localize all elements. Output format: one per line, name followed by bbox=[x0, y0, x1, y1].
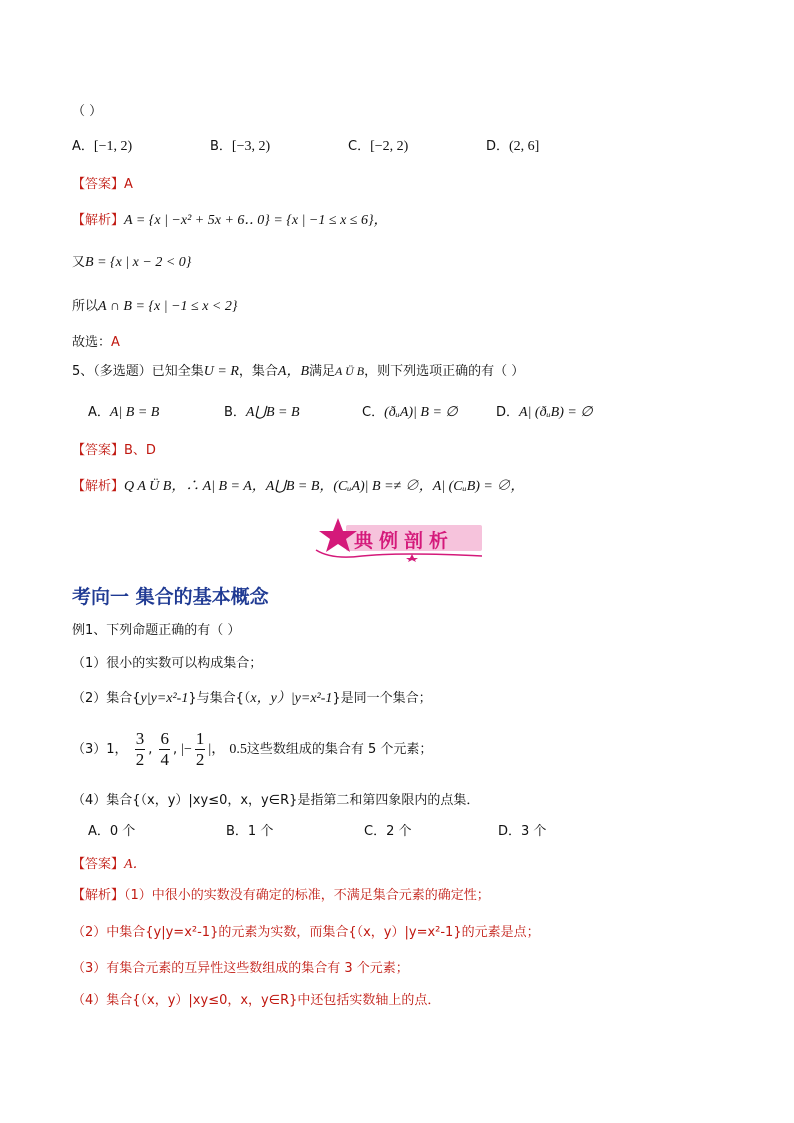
q4-analysis-line3 bbox=[72, 298, 237, 316]
analysis-math: Q A Ü B，∴ A| B = A，A⋃B = B，(CᵤA)| B =≠ ∅，A| (CᵤB) = ∅， bbox=[124, 479, 525, 494]
option-letter: C． bbox=[364, 824, 387, 839]
option-value: (2, 6] bbox=[509, 139, 540, 154]
analysis-label: 【解析】 bbox=[72, 213, 125, 228]
stem-math: U = R bbox=[203, 364, 239, 379]
denominator: 2 bbox=[135, 750, 145, 769]
q5-option-d bbox=[496, 404, 593, 422]
item-text: （3）1， bbox=[72, 742, 128, 757]
fraction bbox=[135, 729, 146, 770]
ex1-option-b bbox=[226, 823, 273, 841]
ex1-analysis2: （2）中集合{y|y=x²-1}的元素为实数，而集合{（x，y）|y=x²-1}的元素是点； bbox=[72, 925, 540, 940]
analysis-math: A = {x | −x² + 5x + 6‥ 0} = {x | −1 ≤ x ≤ 6}， bbox=[124, 213, 388, 228]
option-letter: D． bbox=[486, 139, 510, 154]
analysis-prefix: 所以 bbox=[72, 299, 99, 314]
q5-stem bbox=[72, 362, 524, 381]
denominator: 2 bbox=[195, 750, 205, 769]
section-title: 考向一 集合的基本概念 bbox=[72, 586, 269, 608]
option-value: A⋃B = B bbox=[245, 405, 300, 420]
option-value: 3 个 bbox=[521, 824, 547, 839]
analysis-label: 【解析】 bbox=[72, 479, 125, 494]
q5-option-a bbox=[88, 404, 159, 422]
ex1-analysis1 bbox=[72, 887, 490, 905]
q4-analysis-line1 bbox=[72, 212, 388, 230]
abs-open: |− bbox=[181, 742, 192, 757]
choose-value: A bbox=[111, 335, 120, 350]
item-text: }是同一个集合； bbox=[332, 691, 432, 706]
option-value: [−3, 2) bbox=[231, 139, 271, 154]
item-math: 0.5 bbox=[229, 742, 247, 757]
fraction bbox=[195, 729, 206, 770]
option-letter: D． bbox=[496, 405, 520, 420]
option-letter: A． bbox=[72, 139, 94, 154]
q5-analysis bbox=[72, 478, 524, 496]
analysis-text: （1）中很小的实数没有确定的标准，不满足集合元素的确定性； bbox=[124, 888, 490, 903]
denominator: 4 bbox=[160, 750, 169, 769]
q4-answer bbox=[72, 176, 133, 194]
ex1-item4: （4）集合{（x，y）|xy≤0，x，y∈R}是指第二和第四象限内的点集． bbox=[72, 793, 480, 808]
ex1-option-c bbox=[364, 823, 411, 841]
ex1-analysis3: （3）有集合元素的互异性这些数组成的集合有 3 个元素； bbox=[72, 961, 409, 976]
option-value: [−1, 2) bbox=[93, 139, 133, 154]
ex1-item2 bbox=[72, 690, 432, 708]
q5-option-c bbox=[362, 404, 458, 422]
option-value: A| (ðᵤB) = ∅ bbox=[519, 405, 593, 420]
answer-value: A． bbox=[124, 857, 147, 872]
option-letter: C． bbox=[362, 405, 385, 420]
answer-label: 【答案】 bbox=[72, 857, 125, 872]
ex1-item1: （1）很小的实数可以构成集合； bbox=[72, 656, 263, 671]
q4-paren: （ ） bbox=[72, 104, 103, 119]
banner-title: 典例剖析 bbox=[354, 530, 455, 552]
q4-option-c bbox=[348, 138, 408, 156]
option-letter: B． bbox=[210, 139, 232, 154]
numerator: 1 bbox=[195, 729, 205, 748]
ex1-analysis4: （4）集合{（x，y）|xy≤0，x，y∈R}中还包括实数轴上的点． bbox=[72, 993, 441, 1008]
analysis-math: B = {x | x − 2 < 0} bbox=[85, 255, 192, 270]
ex1-option-d bbox=[498, 823, 546, 841]
ex1-stem: 例1、下列命题正确的有（ ） bbox=[72, 623, 241, 638]
abs-close: |， bbox=[208, 742, 226, 757]
stem-text: ，集合 bbox=[238, 364, 278, 379]
stem-math: A，B bbox=[277, 364, 310, 379]
q5-answer bbox=[72, 442, 156, 460]
q4-option-b bbox=[210, 138, 270, 156]
choose-label: 故选： bbox=[72, 335, 112, 350]
answer-value: B、D bbox=[124, 443, 156, 458]
analysis-prefix: 又 bbox=[72, 255, 86, 270]
analysis-label: 【解析】 bbox=[72, 888, 125, 903]
analysis-math: A ∩ B = {x | −1 ≤ x < 2} bbox=[98, 299, 238, 314]
option-letter: D． bbox=[498, 824, 522, 839]
stem-text: ，则下列选项正确的有（ ） bbox=[364, 364, 525, 379]
ex1-option-a bbox=[88, 823, 135, 841]
stem-math: A Ü B bbox=[335, 364, 365, 378]
stem-text: 5、（多选题）已知全集 bbox=[72, 364, 204, 379]
numerator: 3 bbox=[135, 729, 145, 748]
q4-choose bbox=[72, 334, 120, 352]
numerator: 6 bbox=[160, 729, 169, 748]
option-letter: C． bbox=[348, 139, 371, 154]
item-text: （2）集合{ bbox=[72, 691, 141, 706]
q4-analysis-line2 bbox=[72, 254, 191, 272]
option-letter: A． bbox=[88, 824, 110, 839]
item-math: x，y）|y=x²-1 bbox=[250, 691, 333, 706]
item-text: 这些数组成的集合有 5 个元素； bbox=[246, 742, 433, 757]
q5-option-b bbox=[224, 404, 300, 422]
option-value: A| B = B bbox=[109, 405, 160, 420]
option-value: (ðᵤA)| B = ∅ bbox=[384, 405, 458, 420]
option-letter: B． bbox=[224, 405, 246, 420]
option-value: 2 个 bbox=[386, 824, 412, 839]
answer-label: 【答案】 bbox=[72, 443, 125, 458]
option-value: 1 个 bbox=[247, 824, 274, 839]
option-value: 0 个 bbox=[109, 824, 136, 839]
q4-option-d bbox=[486, 138, 539, 156]
section-banner bbox=[312, 516, 484, 562]
ex1-answer bbox=[72, 856, 147, 874]
answer-value: A bbox=[124, 177, 133, 192]
ex1-item3: （3）1， $\frac{3}{2}$ , $\frac{6}{4}$ , |− $\frac{1}{2}$ |， 0.5这些数组成的集合有 5 个元素； bbox=[72, 729, 433, 769]
item-text: }与集合{（ bbox=[188, 691, 251, 706]
item-math: y|y=x²-1 bbox=[140, 691, 189, 706]
option-value: [−2, 2) bbox=[370, 139, 409, 154]
stem-text: 满足 bbox=[309, 364, 336, 379]
option-letter: B． bbox=[226, 824, 248, 839]
answer-label: 【答案】 bbox=[72, 177, 125, 192]
q4-option-a bbox=[72, 138, 132, 156]
fraction bbox=[159, 729, 170, 770]
option-letter: A． bbox=[88, 405, 110, 420]
